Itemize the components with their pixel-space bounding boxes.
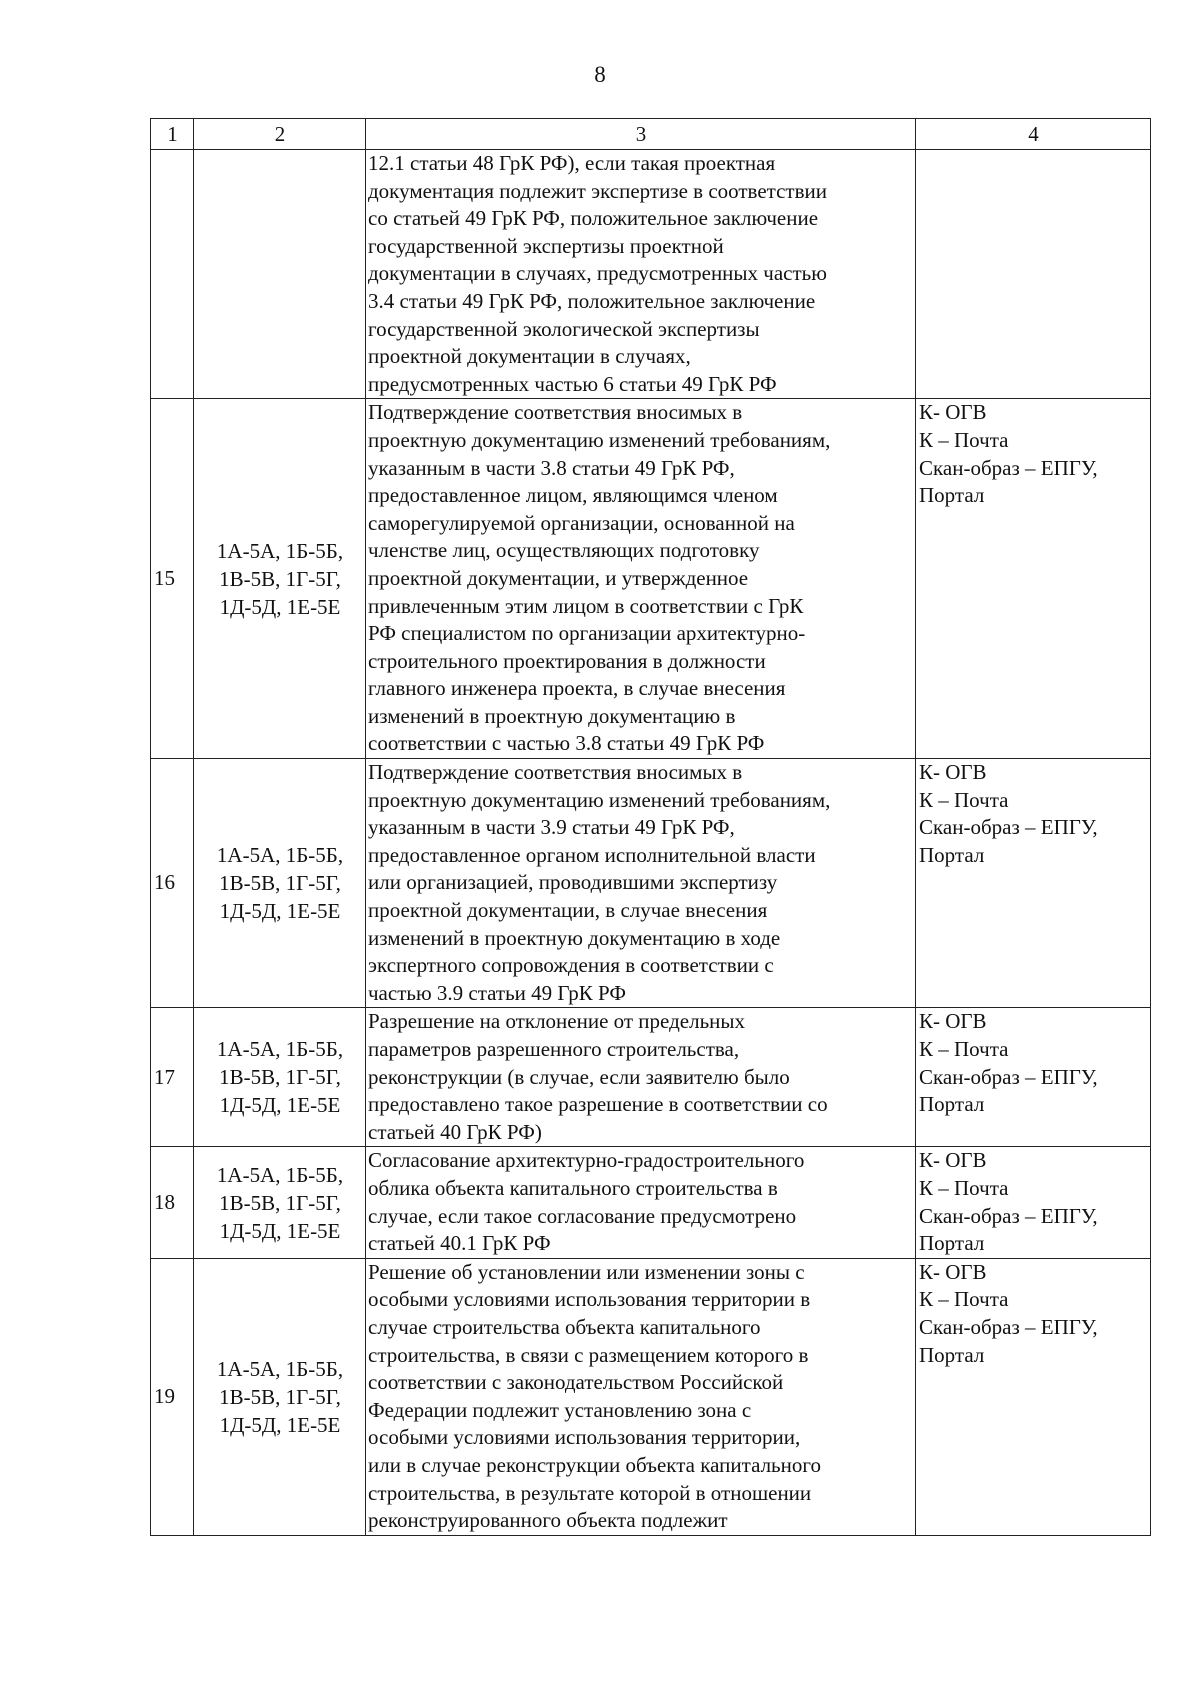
description-line: проектной документации в случаях, [368, 344, 691, 369]
description-line: соответствии с законодательством Российской [368, 1370, 784, 1395]
description-line: документации в случаях, предусмотренных частью [368, 261, 827, 286]
column-header-2: 2 [194, 119, 366, 150]
description-line: частью 3.9 статьи 49 ГрК РФ [368, 980, 626, 1005]
category-line: 1Д-5Д, 1Е-5Е [219, 1218, 341, 1243]
document-description [366, 1008, 916, 1147]
method-line: Скан-образ – ЕПГУ, [919, 815, 1098, 840]
description-line: предоставленное лицом, являющимся членом [368, 483, 778, 508]
description-line: реконструкции (в случае, если заявителю было [368, 1064, 790, 1089]
method-line: К – Почта [919, 1287, 1009, 1312]
page-number: 8 [594, 62, 606, 87]
description-line: статьей 40.1 ГрК РФ [368, 1231, 551, 1256]
method-line: Скан-образ – ЕПГУ, [919, 1203, 1098, 1228]
row-number: 15 [151, 399, 194, 759]
description-line: предоставленное органом исполнительной власти [368, 842, 816, 867]
submission-methods [916, 1008, 1151, 1147]
method-line: Скан-образ – ЕПГУ, [919, 1314, 1098, 1339]
column-header-3: 3 [366, 119, 916, 150]
submission-methods [916, 1147, 1151, 1258]
submission-methods [916, 1258, 1151, 1535]
method-line: Портал [919, 1342, 985, 1367]
method-line: К- ОГВ [919, 1259, 987, 1284]
description-line: Федерации подлежит установлению зона с [368, 1397, 752, 1422]
column-header-4: 4 [916, 119, 1151, 150]
description-line: указанным в части 3.9 статьи 49 ГрК РФ, [368, 815, 735, 840]
method-line: К- ОГВ [919, 400, 987, 425]
description-line: строительства, в результате которой в отношении [368, 1480, 812, 1505]
description-line: 12.1 статьи 48 ГрК РФ), если такая проектная [368, 151, 776, 175]
description-line: документация подлежит экспертизе в соответствии [368, 178, 827, 203]
document-description [366, 1258, 916, 1535]
category-line: 1А-5А, 1Б-5Б, [216, 1356, 344, 1381]
description-line: случае строительства объекта капитального [368, 1314, 761, 1339]
applicant-categories [194, 399, 366, 759]
table-row-17 [151, 1008, 1151, 1147]
description-line: статьей 40 ГрК РФ) [368, 1119, 542, 1144]
description-line: РФ специалистом по организации архитектурно- [368, 621, 806, 646]
description-line: изменений в проектную документацию в ходе [368, 925, 781, 950]
description-line: государственной экологической экспертизы [368, 316, 760, 341]
document-table [150, 118, 1151, 1536]
description-line: строительного проектирования в должности [368, 648, 766, 673]
description-line: со статьей 49 ГрК РФ, положительное заключение [368, 206, 819, 231]
description-line: проектную документацию изменений требованиям, [368, 787, 831, 812]
applicant-categories [194, 1008, 366, 1147]
description-line: главного инженера проекта, в случае внесения [368, 676, 786, 701]
row-number [151, 150, 194, 399]
description-line: членстве лиц, осуществляющих подготовку [368, 538, 760, 563]
description-line: случае, если такое согласование предусмотрено [368, 1203, 797, 1228]
category-line: 1Д-5Д, 1Е-5Е [219, 1412, 341, 1437]
category-line: 1В-5В, 1Г-5Г, [219, 1384, 341, 1409]
description-line: государственной экспертизы проектной [368, 233, 724, 258]
description-line: или в случае реконструкции объекта капитального [368, 1452, 821, 1477]
description-line: привлеченным этим лицом в соответствии с ГрК [368, 593, 804, 618]
method-line: К- ОГВ [919, 760, 987, 785]
description-line: предоставлено такое разрешение в соответствии со [368, 1092, 828, 1117]
table-row-16 [151, 759, 1151, 1008]
category-line: 1А-5А, 1Б-5Б, [216, 538, 344, 563]
column-header-1: 1 [151, 119, 194, 150]
method-line: Портал [919, 1231, 985, 1256]
description-line: соответствии с частью 3.8 статьи 49 ГрК РФ [368, 731, 765, 756]
table-header-row [151, 119, 1151, 150]
description-line: облика объекта капитального строительства в [368, 1175, 778, 1200]
table-row-18 [151, 1147, 1151, 1258]
row-number: 18 [151, 1147, 194, 1258]
description-line: или организацией, проводившими экспертизу [368, 870, 778, 895]
method-line: К – Почта [919, 1037, 1009, 1061]
category-line: 1Д-5Д, 1Е-5Е [219, 1093, 341, 1118]
description-line: Разрешение на отклонение от предельных [368, 1009, 745, 1034]
description-line: изменений в проектную документацию в [368, 703, 736, 728]
method-line: К – Почта [919, 427, 1009, 452]
method-line: К- ОГВ [919, 1009, 987, 1034]
category-line: 1А-5А, 1Б-5Б, [216, 1162, 344, 1187]
category-line: 1В-5В, 1Г-5Г, [219, 1065, 341, 1090]
description-line: проектную документацию изменений требованиям, [368, 427, 831, 452]
table-row-19 [151, 1258, 1151, 1535]
category-line: 1А-5А, 1Б-5Б, [216, 1037, 344, 1062]
description-line: 3.4 статьи 49 ГрК РФ, положительное заключение [368, 288, 816, 313]
document-description [366, 1147, 916, 1258]
applicant-categories [194, 759, 366, 1008]
description-line: параметров разрешенного строительства, [368, 1037, 740, 1061]
method-line: К- ОГВ [919, 1148, 987, 1173]
description-line: саморегулируемой организации, основанной на [368, 510, 795, 535]
table-row-15 [151, 399, 1151, 759]
method-line: Скан-образ – ЕПГУ, [919, 1064, 1098, 1089]
description-line: предусмотренных частью 6 статьи 49 ГрК РФ [368, 371, 777, 396]
applicant-categories [194, 1147, 366, 1258]
category-line: 1В-5В, 1Г-5Г, [219, 1190, 341, 1215]
submission-methods [916, 150, 1151, 399]
applicant-categories [194, 1258, 366, 1535]
description-line: проектной документации, в случае внесения [368, 898, 768, 923]
description-line: особыми условиями использования территории в [368, 1287, 811, 1312]
description-line: проектной документации, и утвержденное [368, 565, 749, 590]
submission-methods [916, 399, 1151, 759]
category-line: 1В-5В, 1Г-5Г, [219, 566, 341, 591]
row-number: 16 [151, 759, 194, 1008]
row-number: 17 [151, 1008, 194, 1147]
description-line: Решение об установлении или изменении зоны с [368, 1259, 805, 1284]
table-row-continuation [151, 150, 1151, 399]
category-line: 1Д-5Д, 1Е-5Е [219, 594, 341, 619]
document-description [366, 150, 916, 399]
description-line: Подтверждение соответствия вносимых в [368, 760, 743, 785]
description-line: Согласование архитектурно-градостроительного [368, 1148, 805, 1173]
category-line: 1Д-5Д, 1Е-5Е [219, 899, 341, 924]
method-line: Портал [919, 483, 985, 508]
category-line: 1А-5А, 1Б-5Б, [216, 843, 344, 868]
submission-methods [916, 759, 1151, 1008]
method-line: Портал [919, 1092, 985, 1117]
description-line: Подтверждение соответствия вносимых в [368, 400, 743, 425]
method-line: Портал [919, 842, 985, 867]
description-line: указанным в части 3.8 статьи 49 ГрК РФ, [368, 455, 735, 480]
row-number: 19 [151, 1258, 194, 1535]
category-line: 1В-5В, 1Г-5Г, [219, 871, 341, 896]
description-line: особыми условиями использования территории, [368, 1425, 801, 1450]
method-line: К – Почта [919, 787, 1009, 812]
description-line: экспертного сопровождения в соответствии с [368, 953, 774, 978]
applicant-categories [194, 150, 366, 399]
document-description [366, 399, 916, 759]
document-description [366, 759, 916, 1008]
method-line: Скан-образ – ЕПГУ, [919, 455, 1098, 480]
description-line: строительства, в связи с размещением которого в [368, 1342, 809, 1367]
method-line: К – Почта [919, 1175, 1009, 1200]
description-line: реконструированного объекта подлежит [368, 1508, 728, 1533]
